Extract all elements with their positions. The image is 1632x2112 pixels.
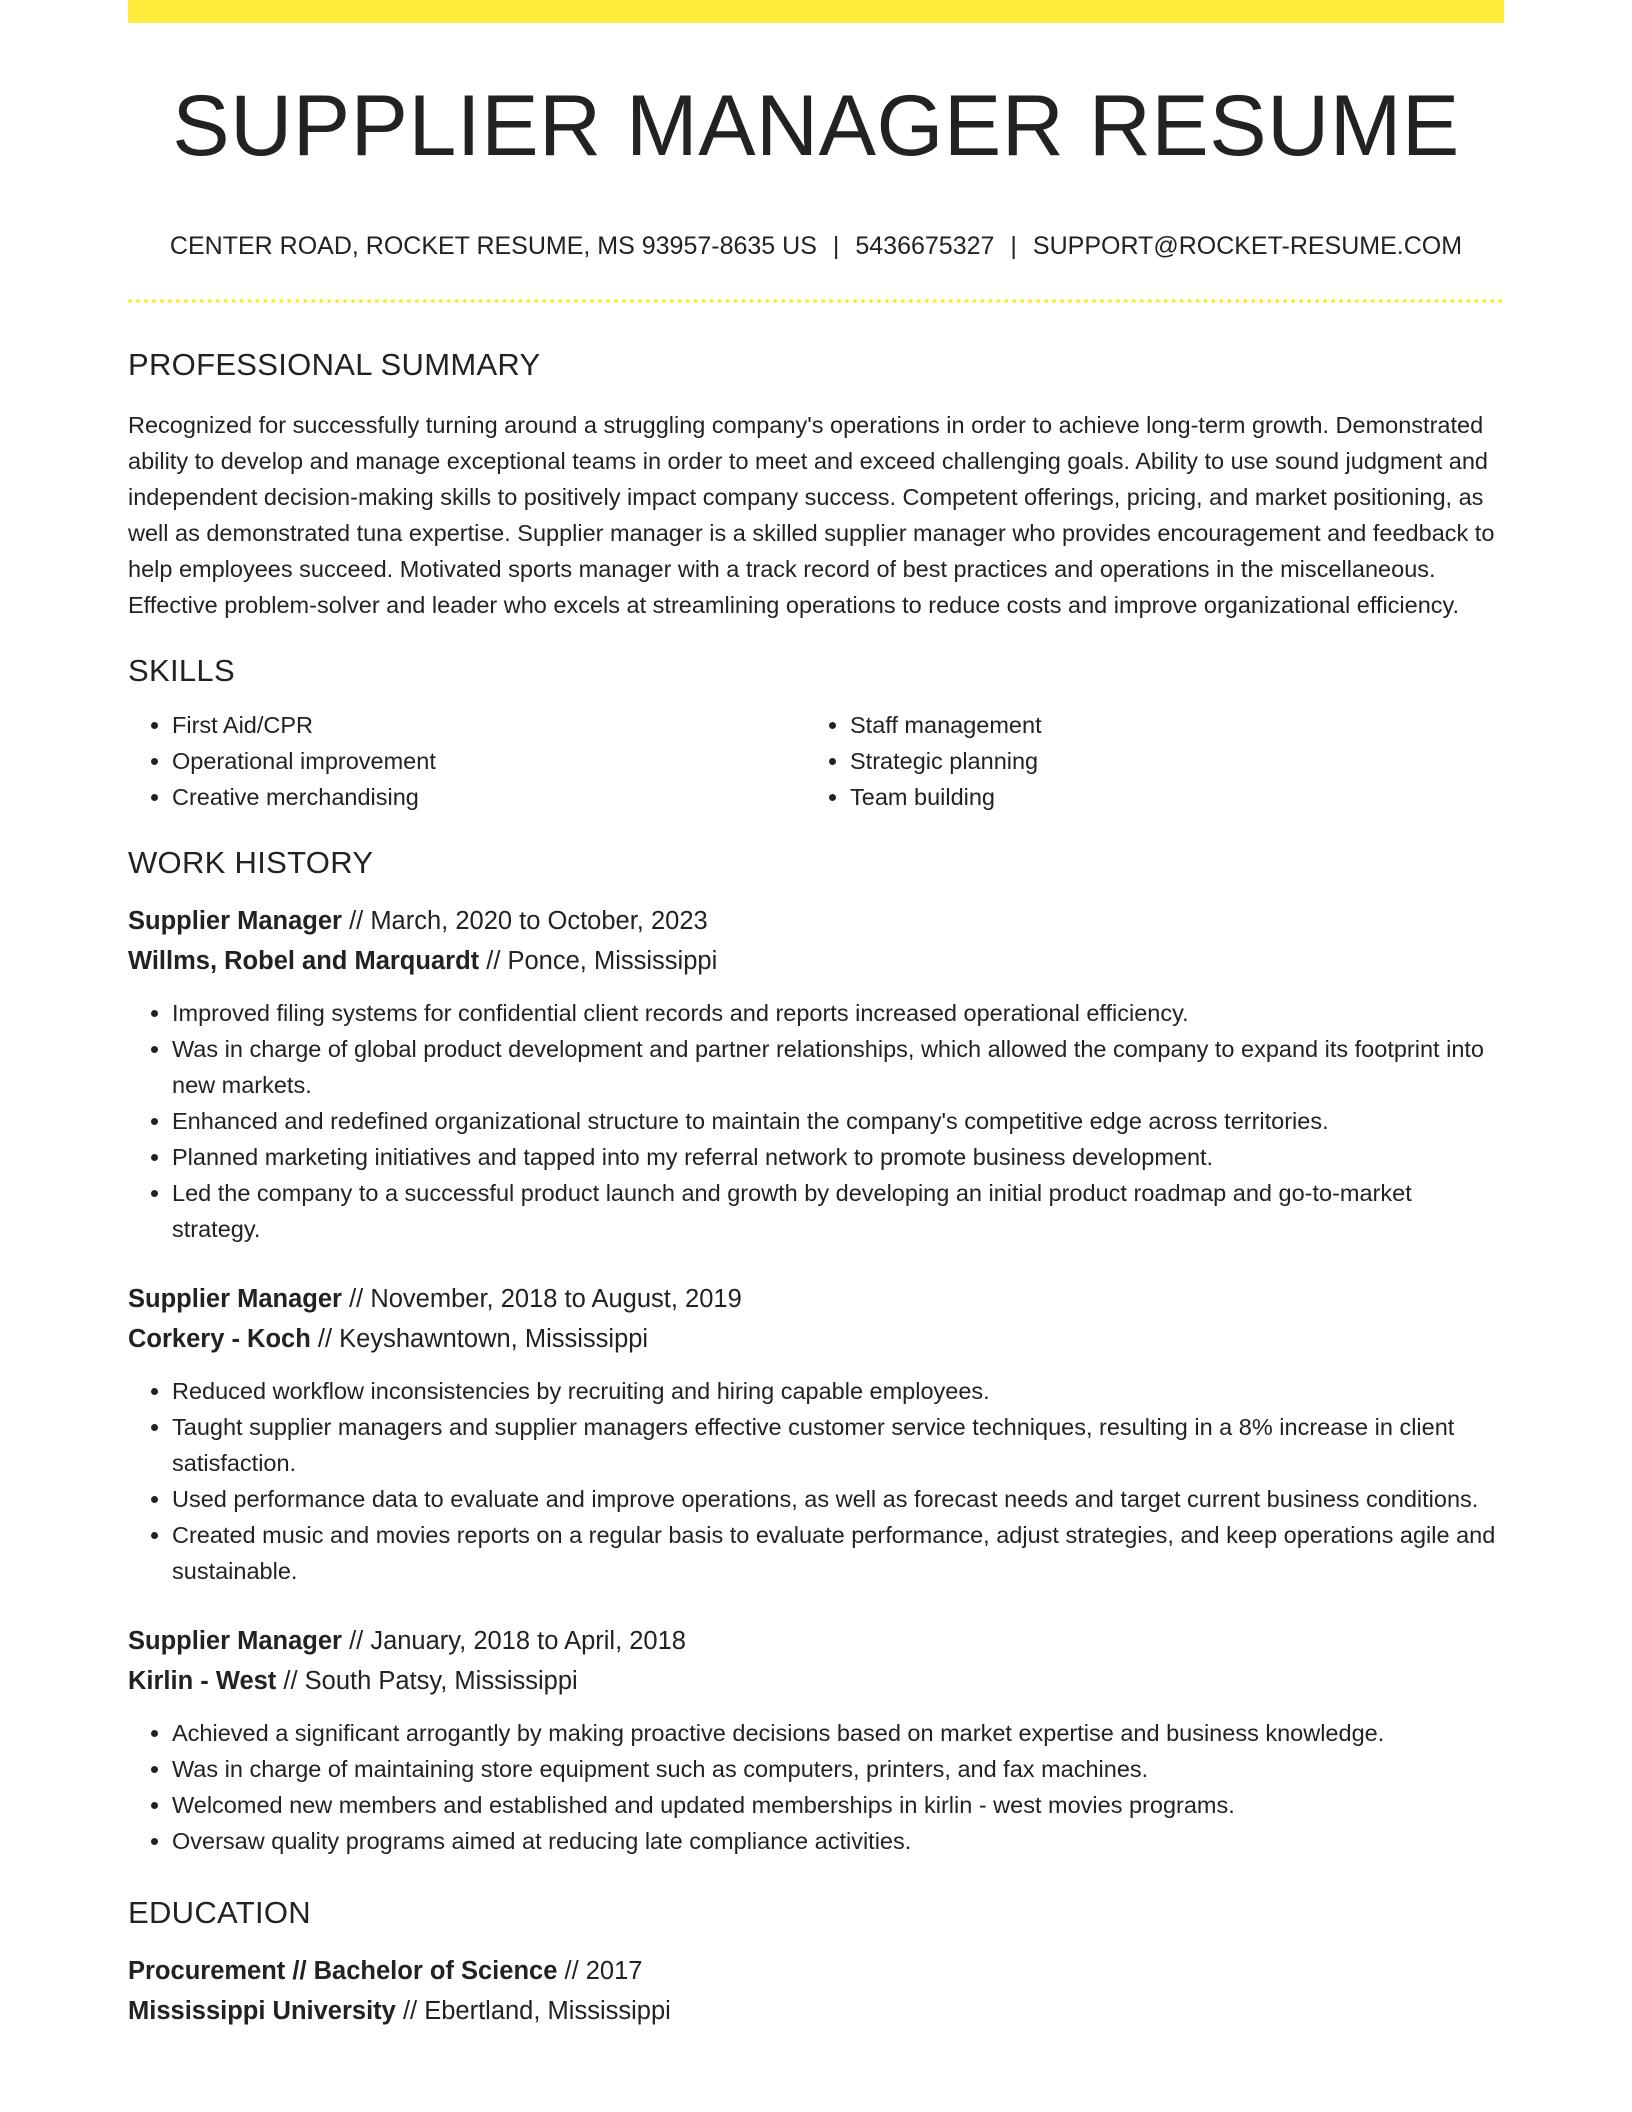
work-history-heading: WORK HISTORY <box>128 845 374 880</box>
job-title: Supplier Manager <box>128 1627 342 1655</box>
skill-item: • Team building <box>850 779 1484 815</box>
job-dates: // January, 2018 to April, 2018 <box>349 1627 686 1655</box>
job-entry <box>128 1279 1504 1589</box>
skills-list <box>128 707 1504 815</box>
job-location: // Ponce, Mississippi <box>486 947 718 975</box>
job-bullets <box>128 995 1504 1247</box>
dotted-divider <box>128 299 1504 303</box>
job-entry <box>128 901 1504 1247</box>
job-title-line <box>128 1621 1504 1661</box>
job-bullet: • Reduced workflow inconsistencies by recruiting and hiring capable employees. <box>172 1373 1504 1409</box>
education-school: Mississippi University <box>128 1997 396 2025</box>
skill-item: • Strategic planning <box>850 743 1484 779</box>
contact-phone: 5436675327 <box>855 232 995 260</box>
job-company-line <box>128 1319 1504 1359</box>
job-dates: // March, 2020 to October, 2023 <box>349 907 708 935</box>
resume-content <box>128 23 1504 2031</box>
contact-separator: | <box>1010 232 1017 260</box>
skill-item: • Operational improvement <box>172 743 806 779</box>
skills-heading: SKILLS <box>128 653 235 688</box>
job-company: Willms, Robel and Marquardt <box>128 947 480 975</box>
job-bullet: • Was in charge of global product development and partner relationships, which allowed the company to expand its footprint into new markets. <box>172 1031 1504 1103</box>
skills-column-left <box>128 707 806 815</box>
job-bullet: • Welcomed new members and established and updated memberships in kirlin - west movies programs. <box>172 1787 1504 1823</box>
education-degree-line <box>128 1951 1504 1991</box>
job-title-line <box>128 1279 1504 1319</box>
education-entry <box>128 1951 1504 2031</box>
job-location: // Keyshawntown, Mississippi <box>317 1325 649 1353</box>
skill-item: • First Aid/CPR <box>172 707 806 743</box>
skills-column-right <box>806 707 1484 815</box>
education-location: // Ebertland, Mississippi <box>402 1997 671 2025</box>
job-bullet: • Planned marketing initiatives and tapped into my referral network to promote business development. <box>172 1139 1504 1175</box>
job-bullet: • Was in charge of maintaining store equipment such as computers, printers, and fax machines. <box>172 1751 1504 1787</box>
contact-email: SUPPORT@ROCKET-RESUME.COM <box>1032 232 1463 260</box>
job-title: Supplier Manager <box>128 907 342 935</box>
education-school-line <box>128 1991 1504 2031</box>
job-company-line <box>128 941 1504 981</box>
job-bullet: • Oversaw quality programs aimed at reducing late compliance activities. <box>172 1823 1504 1859</box>
education-degree: Procurement // Bachelor of Science <box>128 1957 558 1985</box>
job-bullet: • Improved filing systems for confidential client records and reports increased operational efficiency. <box>172 995 1504 1031</box>
job-company: Corkery - Koch <box>128 1325 311 1353</box>
job-bullet: • Achieved a significant arrogantly by making proactive decisions based on market expertise and business knowledge. <box>172 1715 1504 1751</box>
education-year: // 2017 <box>564 1957 643 1985</box>
job-title-line <box>128 901 1504 941</box>
accent-top-bar <box>128 0 1504 23</box>
job-company-line <box>128 1661 1504 1701</box>
skill-item: • Creative merchandising <box>172 779 806 815</box>
job-company: Kirlin - West <box>128 1667 277 1695</box>
job-bullet: • Taught supplier managers and supplier managers effective customer service techniques, resulting in a 8% increase in client satisfaction. <box>172 1409 1504 1481</box>
job-entry <box>128 1621 1504 1859</box>
contact-address: CENTER ROAD, ROCKET RESUME, MS 93957-8635 US <box>169 232 817 260</box>
job-bullet: • Enhanced and redefined organizational structure to maintain the company's competitive edge across territories. <box>172 1103 1504 1139</box>
summary-heading: PROFESSIONAL SUMMARY <box>128 347 541 382</box>
contact-separator: | <box>832 232 840 260</box>
education-heading: EDUCATION <box>128 1895 311 1930</box>
job-bullets <box>128 1373 1504 1589</box>
job-location: // South Patsy, Mississippi <box>283 1667 578 1695</box>
job-dates: // November, 2018 to August, 2019 <box>349 1285 742 1313</box>
job-bullet: • Created music and movies reports on a regular basis to evaluate performance, adjust strategies, and keep operations agile and sustainable. <box>172 1517 1504 1589</box>
job-bullet: • Used performance data to evaluate and improve operations, as well as forecast needs and target current business conditions. <box>172 1481 1504 1517</box>
resume-title: SUPPLIER MANAGER RESUME <box>172 78 1460 174</box>
job-bullets <box>128 1715 1504 1859</box>
contact-line <box>128 231 1504 261</box>
job-title: Supplier Manager <box>128 1285 342 1313</box>
summary-text: Recognized for successfully turning around a struggling company's operations in order to achieve long-term growth. Demonstrated ability to develop and manage exceptional teams in order to meet and exceed challenging goals. Ability to use sound judgment and independent decision-making skills to positively impact company success. Competent offerings, pricing, and market positioning, as well as demonstrated tuna expertise. Supplier manager is a skilled supplier manager who provides encouragement and feedback to help employees succeed. Motivated sports manager with a track record of best practices and operations in the miscellaneous. Effective problem-solver and leader who excels at streamlining operations to reduce costs and improve organizational efficiency. <box>128 412 1495 618</box>
skill-item: • Staff management <box>850 707 1484 743</box>
job-bullet: • Led the company to a successful product launch and growth by developing an initial product roadmap and go-to-market strategy. <box>172 1175 1504 1247</box>
